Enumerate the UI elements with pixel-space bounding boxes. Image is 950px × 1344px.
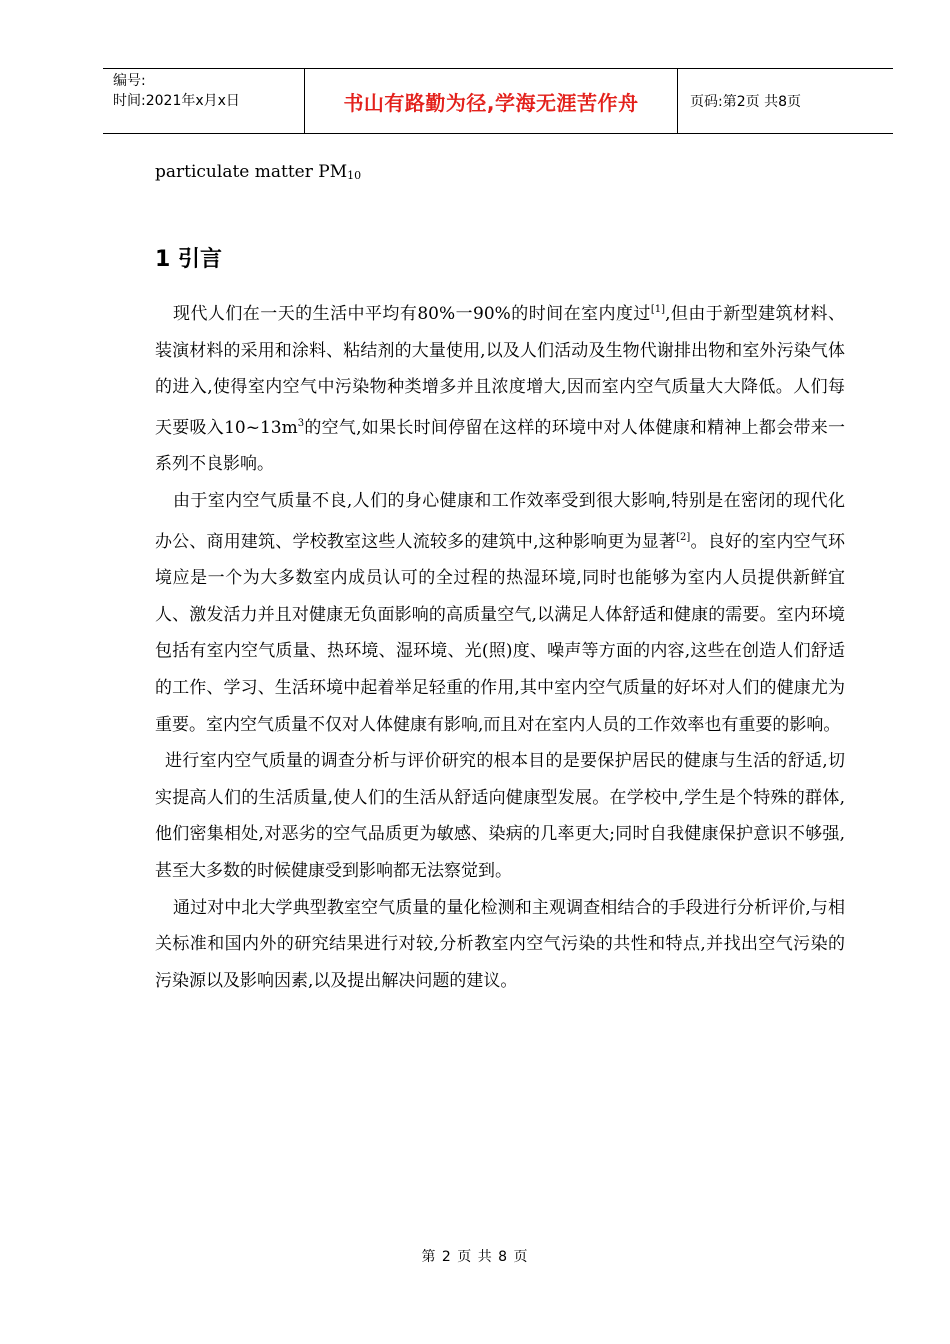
body-text [155,292,845,999]
p1-text-c: 的空气,如果长时间停留在这样的环境中对人体健康和精神上都会带来一系列不良影响。 [155,417,845,475]
paragraph-3: 进行室内空气质量的调查分析与评价研究的根本目的是要保护居民的健康与生活的舒适,切实提高人们的生活质量,使人们的生活从舒适向健康型发展。在学校中,学生是个特殊的群体,他们密集相处,对恶劣的空气品质更为敏感、染病的几率更大;同时自我健康保护意识不够强,甚至大多数的时候健康受到影响都无法察觉到。 [155,751,845,881]
citation-2: [2] [676,531,691,543]
keyword-text: particulate matter PM [155,162,348,182]
keyword-subscript: 10 [347,169,362,182]
time-label: 时间:2021年x月x日 [113,93,240,109]
header-page-code: 页码:第2页 共8页 [678,68,893,134]
p2-text-a: 由于室内空气质量不良,人们的身心健康和工作效率受到很大影响,特别是在密闭的现代化办公、商用建筑、学校教室这些人流较多的建筑中,这种影响更为显著 [155,490,845,552]
p1-text-b: ,但由于新型建筑材料、装演材料的采用和涂料、粘结剂的大量使用,以及人们活动及生物代谢排出物和室外污染气体的进入,使得室内空气中污染物种类增多并且浓度增大,因而室内空气质量大大降低。人们每天要吸入10~13m [155,304,845,438]
header-motto: 书山有路勤为径,学海无涯苦作舟 [304,68,678,134]
p1-text-a: 现代人们在一天的生活中平均有80%一90%的时间在室内度过 [173,304,651,324]
header-meta [103,68,304,134]
keyword-line [155,162,361,182]
paragraph-2 [155,483,845,743]
citation-1: [1] [650,304,666,315]
p2-text-b: 。良好的室内空气环境应是一个为大多数室内成员认可的全过程的热湿环境,同时也能够为室内人员提供新鲜宜人、激发活力并且对健康无负面影响的高质量空气,以满足人体舒适和健康的需要。室内环境包括有室内空气质量、热环境、湿环境、光(照)度、噪声等方面的内容,这些在创造人们舒适的工作、学习、生活环境中起着举足轻重的作用,其中室内空气质量的好坏对人们的健康尤为重要。室内空气质量不仅对人体健康有影响,而且对在室内人员的工作效率也有重要的影响。 [155,531,845,735]
section-title: 1 引言 [155,247,222,272]
p1-superscript: 3 [297,417,305,429]
number-label: 编号: [113,73,146,89]
paragraph-4: 通过对中北大学典型教室空气质量的量化检测和主观调查相结合的手段进行分析评价,与相关标准和国内外的研究结果进行对较,分析教室内空气污染的共性和特点,并找出空气污染的污染源以及影响因素,以及提出解决问题的建议。 [155,897,845,991]
page-header [103,68,893,136]
paragraph-1 [155,292,845,483]
page-footer: 第 2 页 共 8 页 [421,1249,529,1265]
